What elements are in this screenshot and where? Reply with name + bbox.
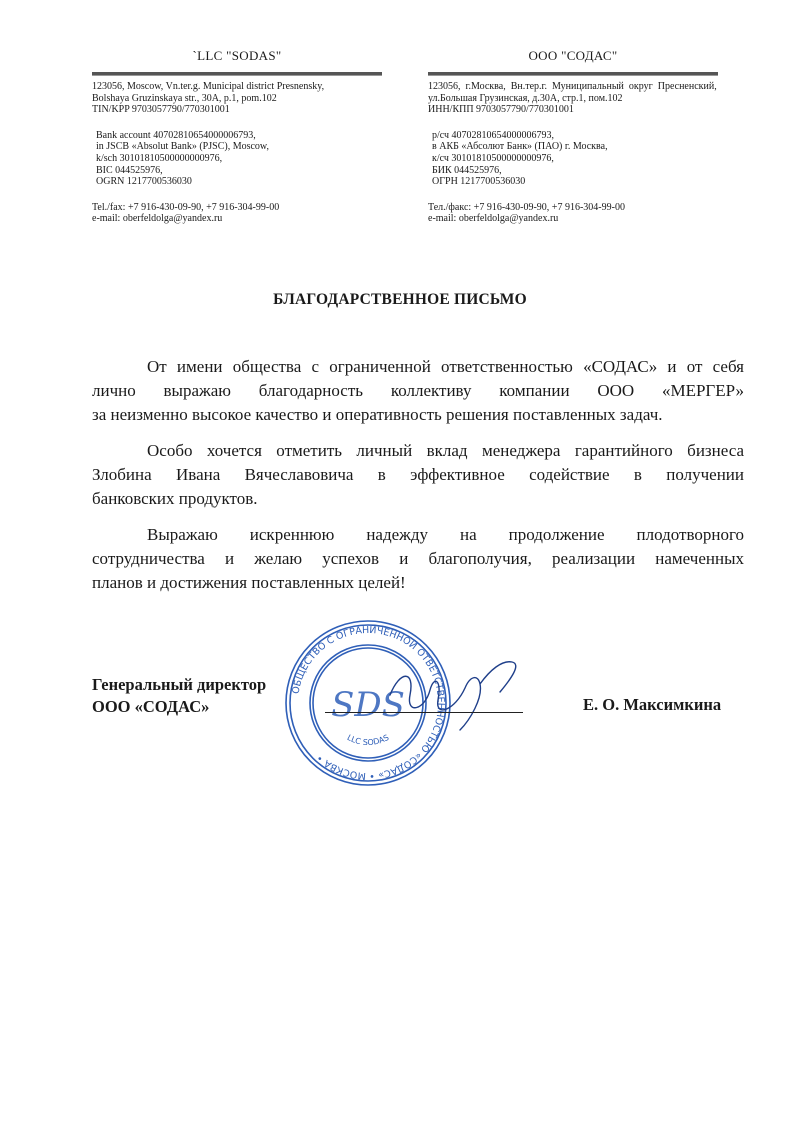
bank-line: ОГРН 1217700536030	[432, 176, 526, 188]
header-rule	[428, 72, 718, 75]
contact-block-en	[92, 202, 392, 225]
paragraph	[92, 439, 744, 511]
company-name-ru: ООО "СОДАС"	[528, 48, 618, 63]
company-name-en: `LLC "SODAS"	[192, 48, 282, 63]
bank-line: к/сч 30101810500000000976,	[432, 152, 554, 164]
paragraph-line: Злобина Ивана Вячеславовича в эффективное содействие в получении	[92, 465, 744, 484]
address-line: TIN/KPP 9703057790/770301001	[92, 104, 230, 116]
header-rule	[92, 72, 382, 75]
email-line: e-mail: oberfeldolga@yandex.ru	[92, 213, 223, 225]
bank-line: in JSCB «Absolut Bank» (PJSC), Moscow,	[96, 141, 269, 153]
signatory-name: Е. О. Максимкина	[583, 695, 722, 714]
paragraph	[92, 355, 744, 427]
bank-line: OGRN 1217700536030	[96, 176, 192, 188]
bank-line: БИК 044525976,	[432, 164, 502, 176]
address-line: 123056, г.Москва, Вн.тер.г. Муниципальный округ Пресненский,	[428, 81, 717, 92]
handwritten-signature	[330, 640, 540, 750]
address-line: ул.Большая Грузинская, д.30А, стр.1, пом.102	[428, 92, 623, 104]
seal-inner-text: LLC SODAS	[345, 732, 391, 748]
signature-line	[325, 712, 523, 713]
bank-details-en	[92, 130, 392, 188]
paragraph-line: за неизменно высокое качество и оперативность решения поставленных задач.	[92, 405, 663, 424]
address-line: 123056, Moscow, Vn.ter.g. Municipal district Presnensky,	[92, 81, 325, 92]
signatory-company: ООО «СОДАС»	[92, 697, 210, 716]
seal-outer-text: ОБЩЕСТВО С ОГРАНИЧЕННОЙ ОТВЕТСТВЕННОСТЬЮ «СОДАС» • МОСКВА •	[290, 624, 447, 782]
signatory-title: Генеральный директор	[92, 675, 267, 694]
phone-line: Тел./факс: +7 916-430-09-90, +7 916-304-99-00	[428, 201, 625, 213]
contact-block-ru	[428, 202, 728, 225]
bank-line: в АКБ «Абсолют Банк» (ПАО) г. Москва,	[432, 141, 608, 153]
letter-body	[92, 355, 744, 607]
paragraph-line: лично выражаю благодарность коллективу компании ООО «МЕРГЕР»	[92, 381, 744, 400]
paragraph-line: От имени общества с ограниченной ответственностью «СОДАС» и от себя	[147, 357, 744, 376]
bank-details-ru	[428, 130, 728, 188]
email-line: e-mail: oberfeldolga@yandex.ru	[428, 213, 559, 225]
paragraph-line: сотрудничества и желаю успехов и благополучия, реализации намеченных	[92, 549, 744, 568]
paragraph-line: банковских продуктов.	[92, 489, 258, 508]
bank-line: k/sch 30101810500000000976,	[96, 152, 223, 164]
address-block-ru	[428, 81, 728, 116]
phone-line: Tel./fax: +7 916-430-09-90, +7 916-304-99-00	[92, 201, 280, 213]
paragraph-line: Особо хочется отметить личный вклад менеджера гарантийного бизнеса	[147, 441, 744, 460]
bank-line: BIC 044525976,	[96, 164, 163, 176]
seal-monogram: SDS	[331, 685, 405, 725]
bank-line: р/сч 40702810654000006793,	[432, 129, 555, 141]
signatory-role	[92, 674, 266, 718]
letterhead-right	[428, 48, 728, 225]
address-line: ИНН/КПП 9703057790/770301001	[428, 104, 574, 116]
paragraph-line: планов и достижения поставленных целей!	[92, 573, 406, 592]
address-block-en	[92, 81, 392, 116]
letter-title: БЛАГОДАРСТВЕННОЕ ПИСЬМО	[273, 291, 527, 308]
paragraph-line: Выражаю искреннюю надежду на продолжение плодотворного	[147, 525, 744, 544]
paragraph	[92, 523, 744, 595]
letterhead-left	[92, 48, 392, 225]
bank-line: Bank account 40702810654000006793,	[96, 129, 256, 141]
address-line: Bolshaya Gruzinskaya str., 30A, p.1, pom.102	[92, 92, 277, 104]
